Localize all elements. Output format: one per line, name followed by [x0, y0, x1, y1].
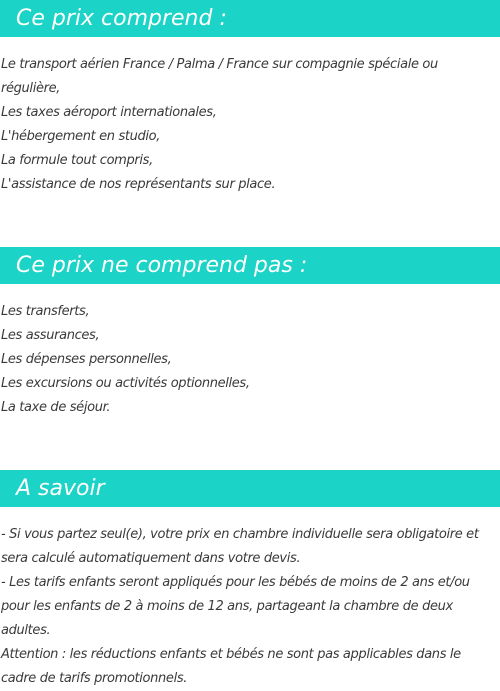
list-item: Les taxes aéroport internationales,	[1, 105, 217, 120]
list-item: - Si vous partez seul(e), votre prix en chambre individuelle sera obligatoire et sera calculé automatiquement dans votre devis.	[1, 527, 479, 566]
list-item: Les dépenses personnelles,	[1, 352, 172, 367]
list-item: Les assurances,	[1, 328, 100, 343]
list-item: Les excursions ou activités optionnelles,	[1, 376, 250, 391]
excludes-list	[1, 300, 497, 420]
section-title: Ce prix ne comprend pas :	[16, 253, 308, 278]
list-item: Les transferts,	[1, 304, 90, 319]
list-item: Attention : les réductions enfants et bébés ne sont pas applicables dans le cadre de tarifs promotionnels.	[1, 647, 461, 686]
to-know-list	[1, 523, 497, 691]
section-header-includes	[0, 0, 500, 37]
list-item: La formule tout compris,	[1, 153, 153, 168]
includes-list	[1, 53, 497, 197]
section-title: Ce prix comprend :	[16, 6, 227, 31]
list-item: L'hébergement en studio,	[1, 129, 161, 144]
list-item: - Les tarifs enfants seront appliqués pour les bébés de moins de 2 ans et/ou pour les enfants de 2 à moins de 12 ans, partageant la chambre de deux adultes.	[1, 575, 470, 638]
list-item: Le transport aérien France / Palma / France sur compagnie spéciale ou régulière,	[1, 57, 438, 96]
section-title: A savoir	[16, 476, 105, 501]
section-header-to-know	[0, 470, 500, 507]
list-item: La taxe de séjour.	[1, 400, 111, 415]
list-item: L'assistance de nos représentants sur place.	[1, 177, 276, 192]
section-header-excludes	[0, 247, 500, 284]
